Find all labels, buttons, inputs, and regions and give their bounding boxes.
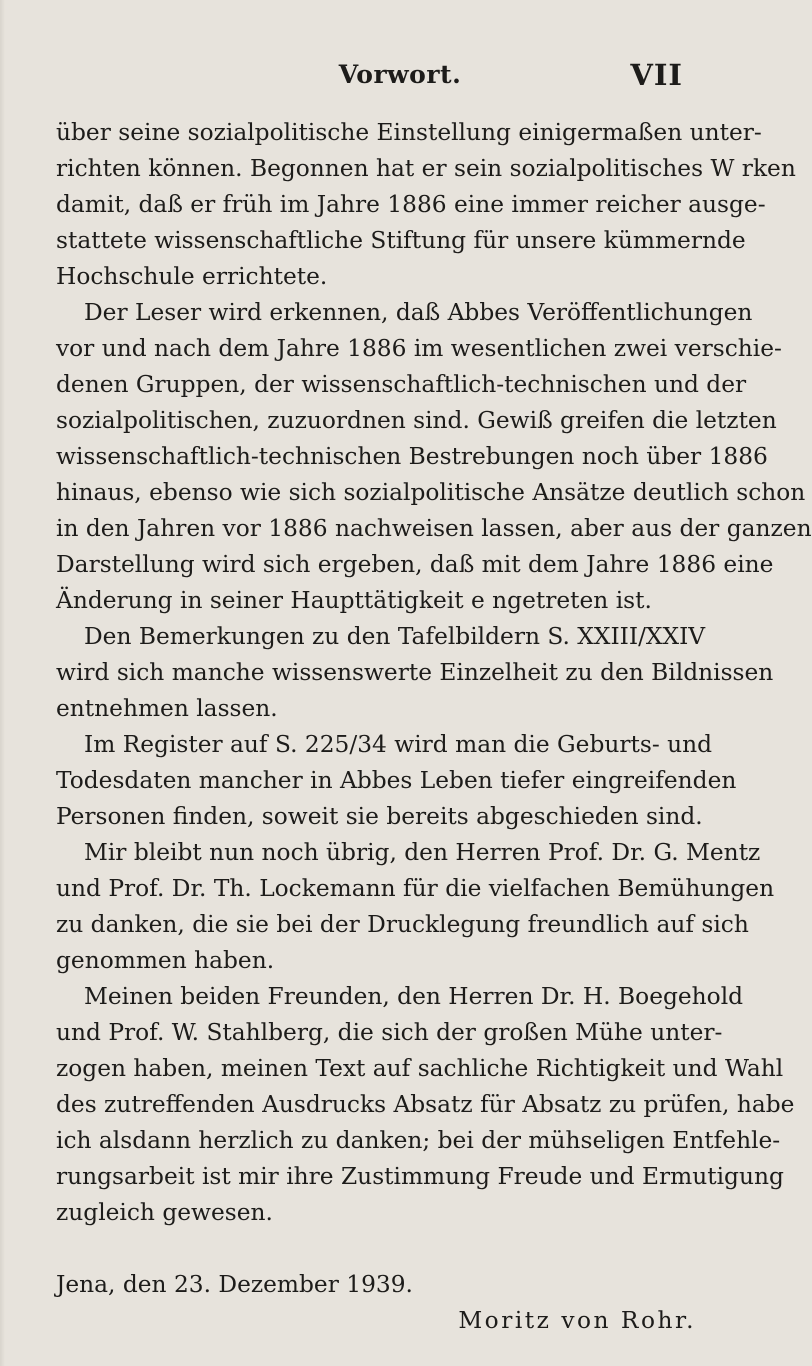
running-title: Vorwort. [338, 60, 462, 89]
text-line: und Prof. W. Stahlberg, die sich der großen Mühe unter- [56, 1019, 723, 1046]
text-line: Der Leser wird erkennen, daß Abbes Veröffentlichungen [84, 299, 753, 326]
text-line: Hochschule errichtete. [56, 263, 328, 290]
text-line: des zutreffenden Ausdrucks Absatz für Absatz zu prüfen, habe [56, 1091, 795, 1118]
page-edge-shadow [0, 0, 5, 1366]
text-line: wird sich manche wissenswerte Einzelheit zu den Bildnissen [56, 659, 774, 686]
text-line: denen Gruppen, der wissenschaftlich-technischen und der [56, 371, 747, 398]
text-line: Todesdaten mancher in Abbes Leben tiefer eingreifenden [56, 767, 737, 794]
page-header [0, 60, 800, 100]
text-line: rungsarbeit ist mir ihre Zustimmung Freude und Ermutigung [56, 1163, 784, 1190]
text-line: Mir bleibt nun noch übrig, den Herren Prof. Dr. G. Mentz [84, 839, 761, 866]
text-line: entnehmen lassen. [56, 695, 278, 722]
text-line: genommen haben. [56, 947, 275, 974]
text-line: Im Register auf S. 225/34 wird man die Geburts- und [84, 731, 713, 758]
text-line: und Prof. Dr. Th. Lockemann für die vielfachen Bemühungen [56, 875, 775, 902]
paragraph-spacer [56, 1231, 699, 1267]
body-text [56, 115, 812, 1339]
text-line: wissenschaftlich-technischen Bestrebungen noch über 1886 [56, 443, 768, 470]
text-line: stattete wissenschaftliche Stiftung für unsere kümmernde [56, 227, 746, 254]
text-line: vor und nach dem Jahre 1886 im wesentlichen zwei verschie- [56, 335, 782, 362]
signature: Moritz von Rohr. [458, 1307, 696, 1334]
text-line: sozialpolitischen, zuzuordnen sind. Gewiß greifen die letzten [56, 407, 777, 434]
text-line: zu danken, die sie bei der Drucklegung freundlich auf sich [56, 911, 749, 938]
date-line: Jena, den 23. Dezember 1939. [56, 1271, 413, 1298]
text-line: in den Jahren vor 1886 nachweisen lassen, aber aus der ganzen [56, 515, 812, 542]
text-line: zugleich gewesen. [56, 1199, 273, 1226]
text-line: Darstellung wird sich ergeben, daß mit dem Jahre 1886 eine [56, 551, 774, 578]
text-line: richten können. Begonnen hat er sein sozialpolitisches W rken [56, 155, 796, 182]
text-line: Personen finden, soweit sie bereits abgeschieden sind. [56, 803, 703, 830]
text-line: Änderung in seiner Haupttätigkeit e ngetreten ist. [56, 587, 652, 614]
text-line: Meinen beiden Freunden, den Herren Dr. H. Boegehold [84, 983, 744, 1010]
text-line: über seine sozialpolitische Einstellung einigermaßen unter- [56, 119, 762, 146]
text-line: ich alsdann herzlich zu danken; bei der mühseligen Entfehle- [56, 1127, 781, 1154]
text-line: Den Bemerkungen zu den Tafelbildern S. XXIII/XXIV [84, 623, 706, 650]
page-number: VII [630, 58, 683, 92]
text-line: damit, daß er früh im Jahre 1886 eine immer reicher ausge- [56, 191, 766, 218]
text-line: zogen haben, meinen Text auf sachliche Richtigkeit und Wahl [56, 1055, 784, 1082]
text-line: hinaus, ebenso wie sich sozialpolitische Ansätze deutlich schon [56, 479, 806, 506]
